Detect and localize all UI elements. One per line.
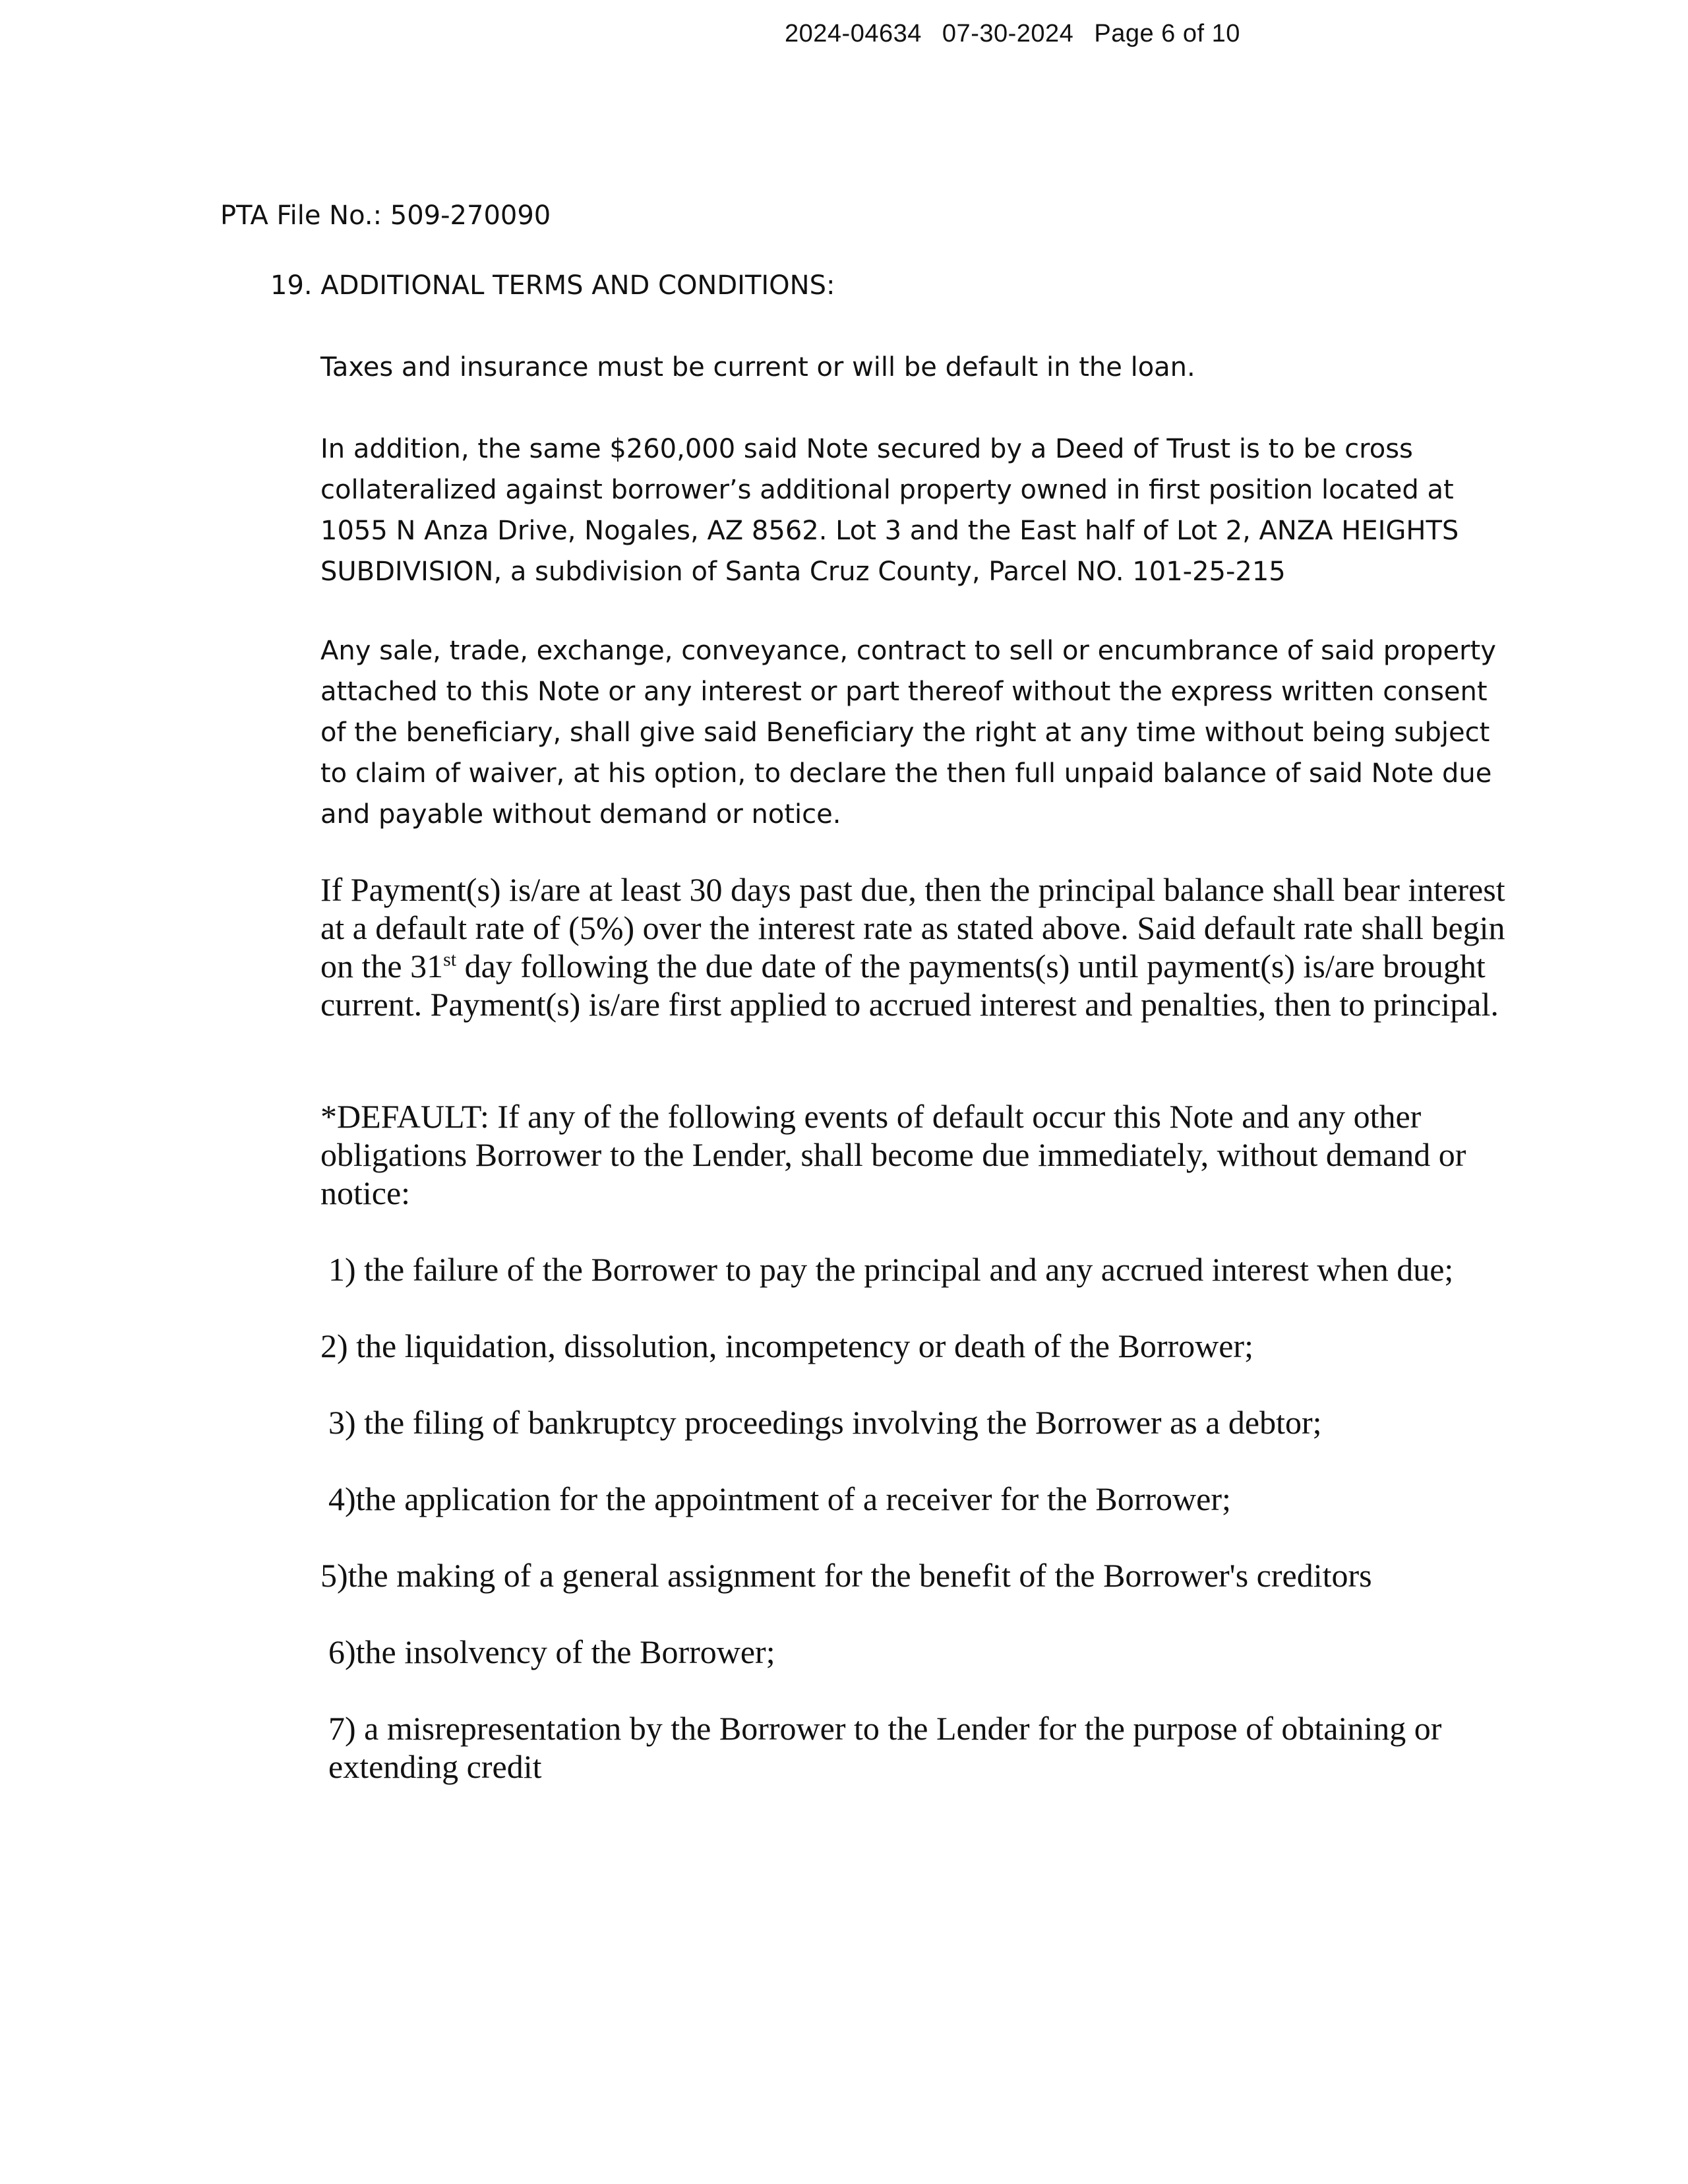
default-event-2: 2) the liquidation, dissolution, incompetency or death of the Borrower; xyxy=(320,1327,1253,1364)
default-event-7: 7) a misrepresentation by the Borrower to the Lender for the purpose of obtaining or extending credit xyxy=(328,1710,1442,1785)
taxes-paragraph: Taxes and insurance must be current or will be default in the loan. xyxy=(320,352,1195,382)
page-header xyxy=(785,20,1253,48)
file-number: PTA File No.: 509-270090 xyxy=(220,200,551,231)
default-rate-text-b: day following the due date of the payments(s) until payment(s) is/are brought current. Payment(s) is/are first applied to accrued interest and penalties, then to principal. xyxy=(320,948,1499,1023)
default-rate-text-a: If Payment(s) is/are at least 30 days past due, then the principal balance shall bear interest at a default rate of (5%) over the interest rate as stated above. Said default rate shall begin on the 31 xyxy=(320,871,1505,985)
page-number: Page 6 of 10 xyxy=(1094,20,1240,47)
default-intro-paragraph: *DEFAULT: If any of the following events of default occur this Note and any other obligations Borrower to the Lender, shall become due immediately, without demand or notice: xyxy=(320,1098,1466,1211)
document-number: 2024-04634 xyxy=(785,20,922,47)
default-event-1: 1) the failure of the Borrower to pay the principal and any accrued interest when due; xyxy=(328,1251,1454,1288)
default-event-3: 3) the filing of bankruptcy proceedings involving the Borrower as a debtor; xyxy=(328,1404,1322,1441)
ordinal-suffix: st xyxy=(443,948,457,971)
recording-date: 07-30-2024 xyxy=(942,20,1074,47)
default-event-6: 6)the insolvency of the Borrower; xyxy=(328,1633,775,1670)
due-on-sale-paragraph: Any sale, trade, exchange, conveyance, contract to sell or encumbrance of said property attached to this Note or any interest or part thereof without the express written consent of the beneficiary, shall give said Beneficiary the right at any time without being subject to claim of waiver, at his option, to declare the then full unpaid balance of said Note due and payable without demand or notice. xyxy=(320,636,1496,830)
default-rate-paragraph xyxy=(320,870,1527,1023)
section-heading: 19. ADDITIONAL TERMS AND CONDITIONS: xyxy=(270,270,835,301)
cross-collateral-paragraph: In addition, the same $260,000 said Note secured by a Deed of Trust is to be cross collateralized against borrower’s additional property owned in first position located at 1055 N Anza Drive, Nogales, AZ 8562. Lot 3 and the East half of Lot 2, ANZA HEIGHTS SUBDIVISION, a subdivision of Santa Cruz County, Parcel NO. 101-25-215 xyxy=(320,434,1459,587)
default-event-5: 5)the making of a general assignment for the benefit of the Borrower's creditors xyxy=(320,1557,1372,1594)
default-event-4: 4)the application for the appointment of a receiver for the Borrower; xyxy=(328,1480,1231,1517)
